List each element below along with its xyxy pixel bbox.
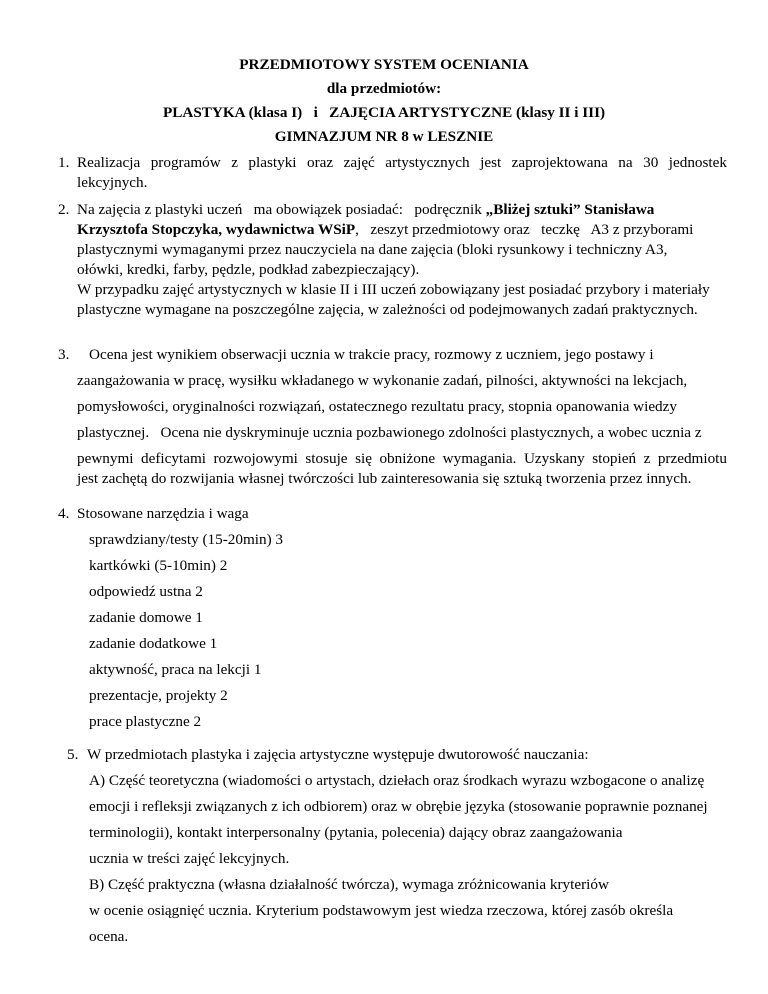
paragraph-line: w ocenie osiągnięć ucznia. Kryterium podstawowym jest wiedza rzeczowa, której zasób określa	[89, 902, 674, 919]
paragraph-line: terminologii), kontakt interpersonalny (pytania, polecenia) dający obraz zaangażowania	[89, 824, 623, 841]
paragraph-line: ołówki, kredki, farby, pędzle, podkład zabezpieczający).	[77, 261, 420, 278]
subjects-line: PLASTYKA (klasa I) i ZAJĘCIA ARTYSTYCZNE (klasy II i III)	[162, 104, 606, 121]
paragraph-line: ocena.	[89, 928, 129, 945]
paragraph-line: B) Część praktyczna (własna działalność twórcza), wymaga zróżnicowania kryteriów	[89, 876, 609, 893]
textbook-title: „Bliżej sztuki” Stanisława	[485, 201, 655, 218]
paragraph-line: plastycznej. Ocena nie dyskryminuje ucznia pozbawionego zdolności plastycznych, a wobec ucznia z	[77, 424, 702, 441]
tool-item: zadanie domowe 1	[89, 609, 203, 626]
list-item-number: 3.	[58, 346, 70, 363]
tool-item: aktywność, praca na lekcji 1	[89, 661, 262, 678]
paragraph-line: A) Część teoretyczna (wiadomości o artystach, dziełach oraz środkach wyrazu wzbogacone o analizę	[89, 772, 705, 789]
tool-item: prezentacje, projekty 2	[89, 687, 228, 704]
tool-item: odpowiedź ustna 2	[89, 583, 203, 600]
paragraph-line: plastyczne wymagane na poszczególne zajęcia, w zależności od podejmowanych zadań praktycznych.	[77, 301, 698, 318]
paragraph-line: emocji i refleksji związanych z ich odbiorem) oraz w obrębie języka (stosowanie poprawnie poznanej	[89, 798, 708, 815]
list-item-number: 1.	[58, 154, 70, 171]
document-title: PRZEDMIOTOWY SYSTEM OCENIANIA	[239, 56, 529, 73]
list-item-number: 2.	[58, 201, 70, 218]
paragraph-line: ucznia w treści zajęć lekcyjnych.	[89, 850, 290, 867]
paragraph-line: W przypadku zajęć artystycznych w klasie II i III uczeń zobowiązany jest posiadać przybory i materiały	[77, 281, 710, 298]
paragraph-line: zaangażowania w pracę, wysiłku wkładanego w wykonanie zadań, pilności, aktywności na lekcjach,	[77, 372, 688, 389]
paragraph-line: jest zachętą do rozwijania własnej twórczości lub zainteresowania się sztuką tworzenia przez innych.	[77, 470, 692, 487]
tool-item: prace plastyczne 2	[89, 713, 202, 730]
paragraph-line	[77, 201, 654, 219]
paragraph-line: lekcyjnych.	[77, 174, 148, 191]
textbook-publisher: Krzysztofa Stopczyka, wydawnictwa WSiP	[77, 221, 356, 238]
paragraph-line: W przedmiotach plastyka i zajęcia artystyczne występuje dwutorowość nauczania:	[87, 746, 589, 763]
paragraph-line: Realizacja programów z plastyki oraz zajęć artystycznych jest zaprojektowana na 30 jednostek	[77, 154, 727, 171]
paragraph-line: Ocena jest wynikiem obserwacji ucznia w trakcie pracy, rozmowy z uczniem, jego postawy i	[89, 346, 654, 363]
paragraph-line	[77, 221, 693, 239]
tool-item: zadanie dodatkowe 1	[89, 635, 218, 652]
text-run: Na zajęcia z plastyki uczeń ma obowiązek posiadać: podręcznik	[77, 201, 486, 218]
tool-item: kartkówki (5-10min) 2	[89, 557, 228, 574]
tools-heading: Stosowane narzędzia i waga	[77, 505, 249, 522]
text-run: , zeszyt przedmiotowy oraz teczkę A3 z przyborami	[355, 221, 694, 238]
list-item-number: 5.	[67, 746, 79, 763]
list-item-number: 4.	[58, 505, 70, 522]
document-subtitle: dla przedmiotów:	[326, 80, 442, 97]
paragraph-line: plastycznymi wymaganymi przez nauczyciela na dane zajęcia (bloki rysunkowy i techniczny A3,	[77, 241, 668, 258]
paragraph-line: pewnymi deficytami rozwojowymi stosuje się obniżone wymagania. Uzyskany stopień z przedmiotu	[77, 450, 727, 467]
tool-item: sprawdziany/testy (15-20min) 3	[89, 531, 284, 548]
school-name: GIMNAZJUM NR 8 w LESZNIE	[274, 128, 494, 145]
paragraph-line: pomysłowości, oryginalności rozwiązań, ostatecznego rezultatu pracy, stopnia opanowania wiedzy	[77, 398, 677, 415]
